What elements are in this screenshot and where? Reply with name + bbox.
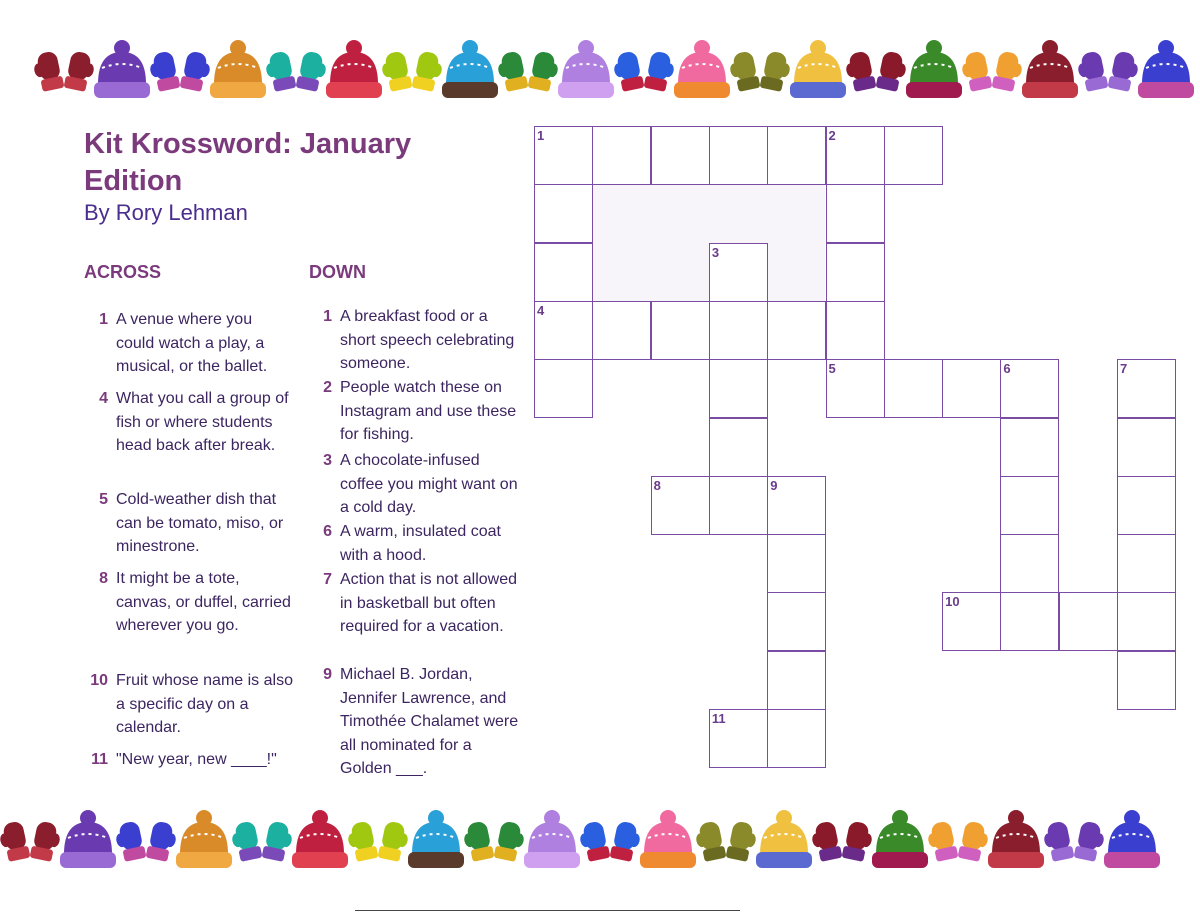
grid-cell-number: 5 [828,361,836,377]
grid-cell[interactable] [651,126,710,185]
clue-number: 10 [90,672,108,689]
grid-cell-number: 6 [1003,361,1011,377]
clue-text: A chocolate-infused coffee you might want on a cold day. [340,452,518,516]
grid-cell[interactable] [1000,476,1059,535]
grid-cell[interactable] [1059,592,1118,651]
clue-text: Cold-weather dish that can be tomato, miso, or minestrone. [116,491,284,555]
grid-cell[interactable] [709,126,768,185]
across-heading: ACROSS [84,262,162,282]
grid-cell-number: 4 [537,302,545,318]
grid-cell[interactable] [942,359,1001,418]
grid-cell[interactable] [534,126,593,185]
grid-cell[interactable] [592,301,651,360]
grid-cell[interactable] [826,243,885,302]
bottom-decorative-border [0,808,1200,878]
grid-cell-number: 2 [828,128,836,143]
page-title: Kit Krossword: January Edition [84,128,412,197]
clue-number: 2 [323,379,332,396]
top-decorative-border [0,38,1200,108]
clue-text: A breakfast food or a short speech celebrating someone. [340,308,515,372]
grid-cell[interactable] [709,301,768,360]
clue-number: 4 [99,390,108,407]
grid-cell[interactable] [1117,651,1176,710]
grid-cell[interactable] [826,301,885,360]
clue-number: 3 [323,452,332,469]
grid-cell-number: 3 [711,244,720,260]
grid-cell[interactable] [942,592,1001,651]
across-clue [78,488,293,559]
grid-cell[interactable] [534,243,593,302]
clue-text: Fruit whose name is also a specific day on a calendar. [116,672,293,736]
grid-cell[interactable] [534,301,593,360]
clue-number: 7 [323,571,332,588]
grid-cell[interactable] [709,359,768,418]
grid-cell[interactable] [1117,592,1176,651]
clue-text: "New year, new ____!" [116,751,277,768]
grid-cell-number: 8 [653,477,661,493]
across-clue [78,308,293,379]
down-heading: DOWN [309,262,366,282]
grid-cell[interactable] [1000,534,1059,593]
grid-cell[interactable] [651,476,710,535]
grid-cell[interactable] [767,592,826,651]
grid-cell[interactable] [534,184,593,243]
clue-number: 6 [323,523,332,540]
grid-cell[interactable] [1117,534,1176,593]
grid-cell-number: 1 [537,128,545,143]
grid-cell[interactable] [709,243,768,302]
grid-cell[interactable] [592,126,651,185]
grid-cell[interactable] [767,651,826,710]
grid-cell-number: 7 [1120,361,1128,377]
clue-text: A venue where you could watch a play, a musical, or the ballet. [116,311,268,375]
grid-cell[interactable] [709,709,768,768]
across-clue [78,748,308,772]
grid-cell-number: 11 [711,711,726,726]
clue-number: 1 [99,311,108,328]
grid-cell[interactable] [1117,359,1176,418]
clue-text: A warm, insulated coat with a hood. [340,523,501,564]
grid-cell[interactable] [884,126,943,185]
grid-cell[interactable] [534,359,593,418]
grid-cell[interactable] [709,418,768,477]
down-clue [302,568,527,639]
clue-text: People watch these on Instagram and use these for fishing. [340,379,517,443]
grid-cell[interactable] [1117,476,1176,535]
author-byline: By Rory Lehman [84,200,248,225]
grid-cell[interactable] [767,301,826,360]
down-clue [302,663,524,781]
across-clue [78,387,293,458]
grid-cell-number: 10 [945,594,960,610]
clue-number: 8 [99,570,108,587]
down-clue [302,376,524,447]
clue-number: 9 [323,666,332,683]
clue-number: 5 [99,491,108,508]
grid-cell[interactable] [709,476,768,535]
across-clue [78,669,293,740]
grid-cell[interactable] [1000,418,1059,477]
grid-cell[interactable] [884,359,943,418]
footer-divider [355,910,740,911]
grid-cell[interactable] [767,534,826,593]
clue-number: 1 [323,308,332,325]
grid-cell[interactable] [826,359,885,418]
grid-cell[interactable] [767,476,826,535]
clue-text: It might be a tote, canvas, or duffel, carried wherever you go. [116,570,291,634]
down-clue [302,520,524,567]
clue-number: 11 [91,751,108,768]
clue-text: Action that is not allowed in basketball but often required for a vacation. [340,571,517,635]
down-clue [302,305,524,376]
grid-cell[interactable] [767,709,826,768]
grid-cell[interactable] [651,301,710,360]
grid-cell[interactable] [767,126,826,185]
grid-cell-number: 9 [770,477,778,493]
grid-cell[interactable] [1000,592,1059,651]
grid-cell[interactable] [1117,418,1176,477]
grid-cell[interactable] [826,126,885,185]
down-clue [302,449,524,520]
across-clue [78,567,293,638]
clue-text: What you call a group of fish or where students head back after break. [116,390,289,454]
grid-cell[interactable] [1000,359,1059,418]
clue-text: Michael B. Jordan, Jennifer Lawrence, and Timothée Chalamet were all nominated for a Golden ___. [340,666,519,777]
grid-cell[interactable] [826,184,885,243]
